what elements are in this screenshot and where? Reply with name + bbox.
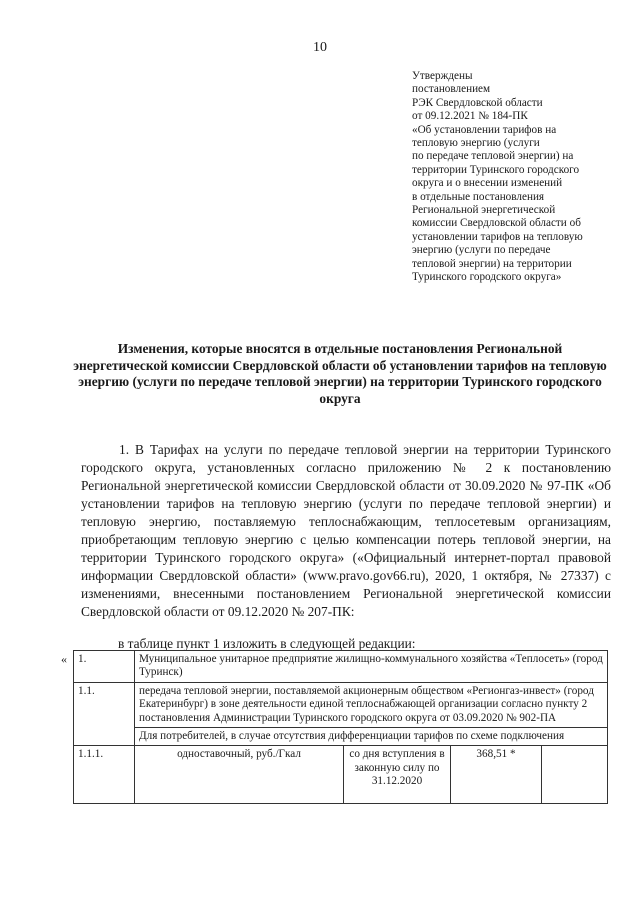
- approval-line: Утверждены: [412, 70, 473, 82]
- row-number: 1.: [74, 651, 135, 683]
- page-number: 10: [313, 40, 327, 55]
- open-quote-mark: «: [61, 652, 67, 666]
- organization-name: Муниципальное унитарное предприятие жилищно-коммунального хозяйства «Теплосеть» (город Туринск): [135, 651, 608, 683]
- row-number: 1.1.: [74, 682, 135, 746]
- tariff-period: со дня вступления в законную силу по 31.12.2020: [344, 746, 451, 804]
- table-row: [74, 746, 608, 804]
- consumer-group: Для потребителей, в случае отсутствия дифференциации тарифов по схеме подключения: [135, 728, 608, 746]
- approval-line: территории Туринского городского: [412, 163, 580, 176]
- approval-line: РЭК Свердловской области: [412, 96, 543, 109]
- tariff-value: 368,51 *: [451, 746, 542, 804]
- tariff-table: [73, 650, 608, 804]
- table-row: [74, 651, 608, 683]
- approval-line: тепловой энергии) на территории: [412, 257, 572, 270]
- approval-line: Региональной энергетической: [412, 204, 556, 217]
- tariff-unit: одноставочный, руб./Гкал: [135, 746, 344, 804]
- approval-line: Туринского городского округа»: [412, 271, 562, 284]
- approval-line: округа и о внесении изменений: [412, 177, 563, 190]
- approval-line: комиссии Свердловской области об: [412, 217, 581, 230]
- approval-block: [412, 70, 617, 285]
- table-row: [74, 728, 608, 746]
- approval-line: постановлением: [412, 83, 491, 96]
- empty-cell: [542, 746, 608, 804]
- service-description: передача тепловой энергии, поставляемой акционерным обществом «Регионгаз-инвест» (город Екатеринбург) в зоне деятельности единой теплоснабжающей организации согласно пункту 2 постановления Администрации Туринского городского округа от 03.09.2020 № 902-ПА: [135, 682, 608, 727]
- approval-line: установлении тарифов на тепловую: [412, 230, 583, 243]
- row-number: 1.1.1.: [74, 746, 135, 804]
- table-row: [74, 682, 608, 727]
- approval-line: от 09.12.2021 № 184-ПК: [412, 110, 528, 123]
- approval-line: тепловую энергию (услуги: [412, 137, 540, 150]
- body-paragraph: 1. В Тарифах на услуги по передаче тепловой энергии на территории Туринского городского округа, установленных согласно приложению № 2 к постановлению Региональной энергетической комиссии Свердловской области от 30.09.2020 № 97-ПК «Об установлении тарифов на тепловую энергию (услуги по передаче тепловой энергии) и тепловую энергию, поставляемую теплоснабжающим, теплосетевым организациям, приобретающим тепловую энергию с целью компенсации потерь тепловой энергии, на территории Туринского городского округа» («Официальный интернет-портал правовой информации Свердловской области» (www.pravo.gov66.ru), 2020, 1 октября, № 27337) с изменениями, внесенными постановлением Региональной энергетической комиссии Свердловской области от 09.12.2020 № 207-ПК:: [81, 442, 611, 619]
- document-heading: Изменения, которые вносятся в отдельные постановления Региональной энергетической комиссии Свердловской области об установлении тарифов на тепловую энергию (услуги по передаче тепловой энергии) на территории Туринского городского округа: [73, 341, 607, 406]
- table-intro: в таблице пункт 1 изложить в следующей редакции:: [118, 636, 416, 651]
- approval-line: по передаче тепловой энергии) на: [412, 150, 574, 163]
- approval-line: энергию (услуги по передаче: [412, 244, 551, 257]
- approval-line: «Об установлении тарифов на: [412, 123, 557, 136]
- approval-line: в отдельные постановления: [412, 190, 545, 203]
